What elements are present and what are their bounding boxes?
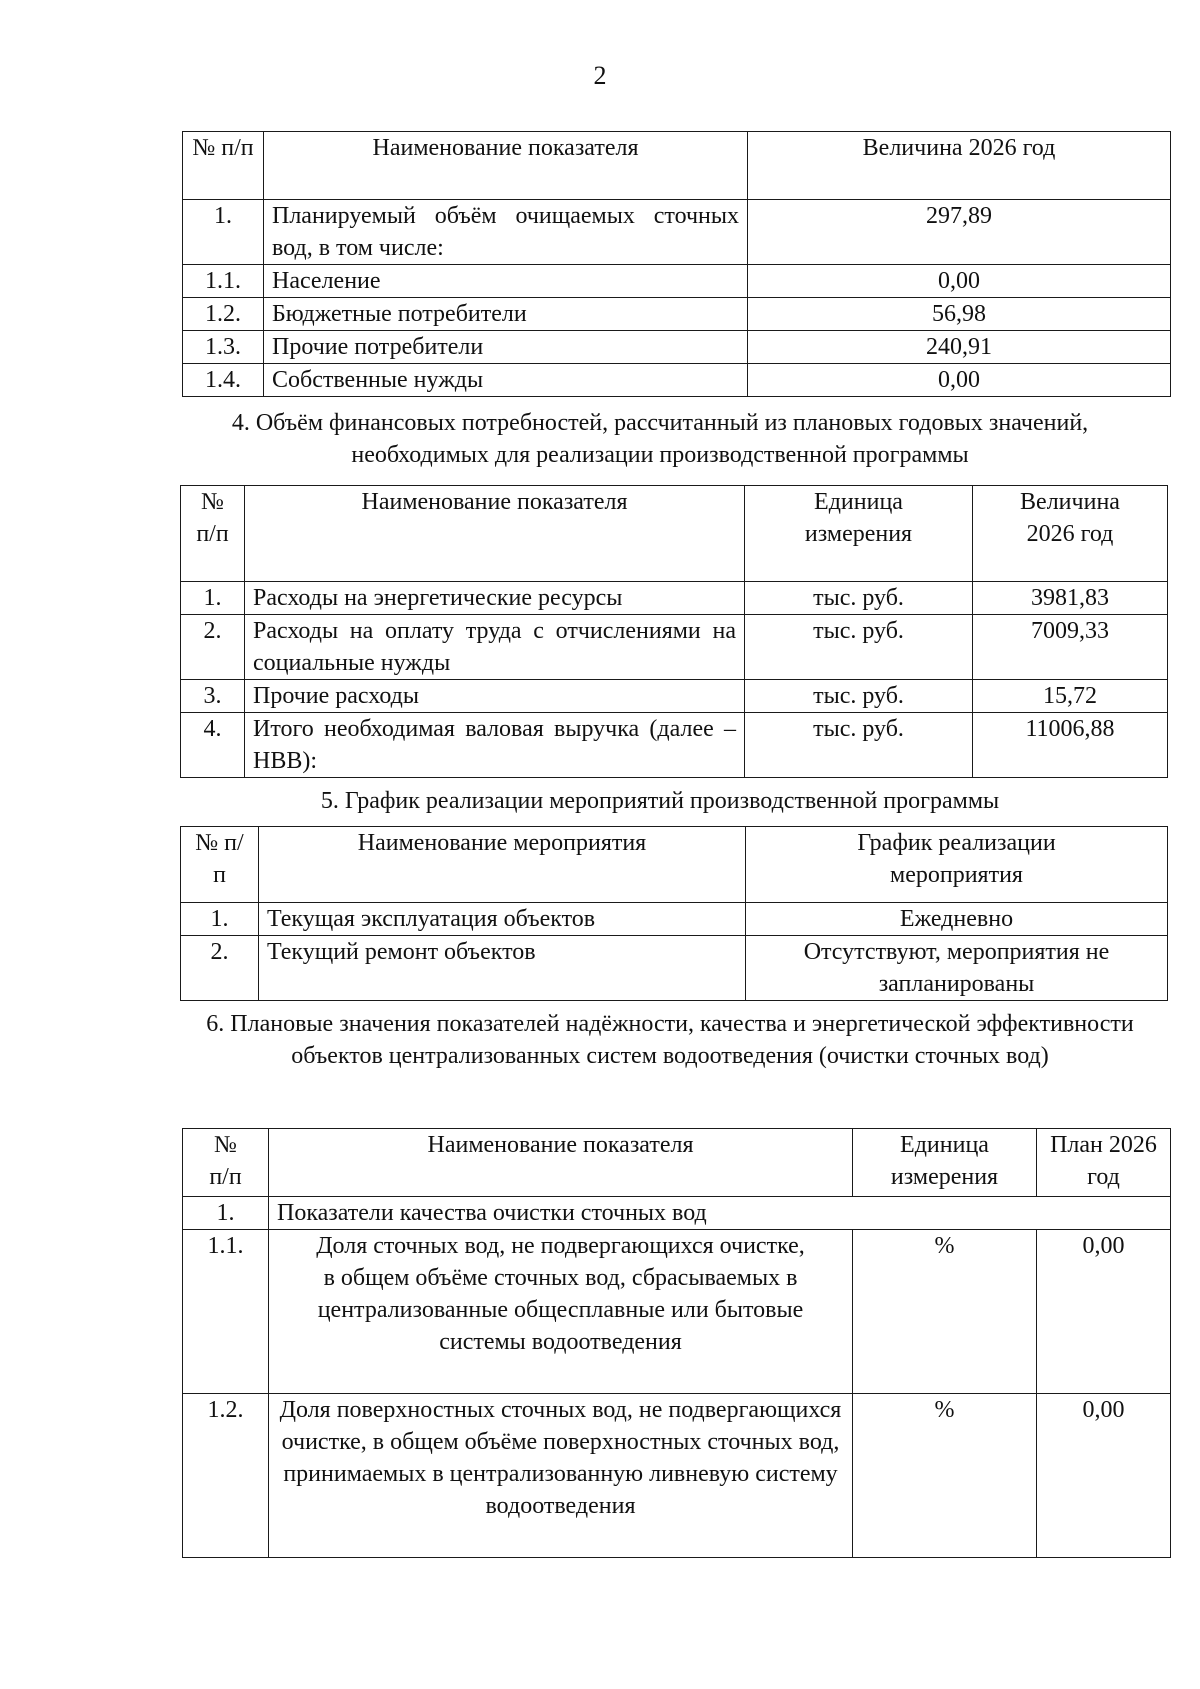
row-name: Текущий ремонт объектов (259, 936, 746, 1001)
row-name: Итого необходимая валовая выручка (далее – НВВ): (245, 713, 745, 778)
header-num: № п/п (181, 827, 259, 903)
row-unit: тыс. руб. (745, 582, 973, 615)
row-value: 15,72 (973, 680, 1168, 713)
table-row (183, 200, 1171, 265)
row-num: 2. (181, 936, 259, 1001)
row-value: 0,00 (748, 265, 1171, 298)
table-header-row (183, 1129, 1171, 1197)
row-value: 56,98 (748, 298, 1171, 331)
table-row (181, 936, 1168, 1001)
table-row (183, 265, 1171, 298)
row-schedule: Отсутствуют, мероприятия не запланированы (746, 936, 1168, 1001)
row-value: 11006,88 (973, 713, 1168, 778)
table-row (183, 1230, 1171, 1394)
row-num: 1.2. (183, 298, 264, 331)
group-name: Показатели качества очистки сточных вод (269, 1197, 1171, 1230)
row-plan: 0,00 (1037, 1394, 1171, 1558)
table-row (181, 713, 1168, 778)
activity-schedule-table (180, 826, 1168, 1001)
row-unit: тыс. руб. (745, 615, 973, 680)
row-unit: % (853, 1230, 1037, 1394)
header-unit: Единица измерения (745, 486, 973, 582)
row-name: Расходы на энергетические ресурсы (245, 582, 745, 615)
row-value: 297,89 (748, 200, 1171, 265)
row-name: Бюджетные потребители (264, 298, 748, 331)
row-num: 1.3. (183, 331, 264, 364)
header-num: № п/п (181, 486, 245, 582)
row-unit: тыс. руб. (745, 680, 973, 713)
table-header-row (183, 132, 1171, 200)
section-5-title: 5. График реализации мероприятий производственной программы (320, 788, 1000, 814)
table-row (183, 364, 1171, 397)
row-num: 1. (181, 582, 245, 615)
row-schedule: Ежедневно (746, 903, 1168, 936)
table-header-row (181, 486, 1168, 582)
header-name: Наименование мероприятия (259, 827, 746, 903)
header-schedule: График реализации мероприятия (746, 827, 1168, 903)
row-num: 1. (181, 903, 259, 936)
row-num: 1.1. (183, 1230, 269, 1394)
section-6-title: 6. Плановые значения показателей надёжности, качества и энергетической эффективности объектов централизованных систем водоотведения (очистки сточных вод) (206, 1011, 1134, 1069)
row-unit: тыс. руб. (745, 713, 973, 778)
table-row (181, 680, 1168, 713)
row-name: Расходы на оплату труда с отчислениями на социальные нужды (245, 615, 745, 680)
row-value: 0,00 (748, 364, 1171, 397)
row-name: Население (264, 265, 748, 298)
reliability-indicators-table (182, 1128, 1171, 1558)
row-num: 1.2. (183, 1394, 269, 1558)
table-row (183, 298, 1171, 331)
row-name: Планируемый объём очищаемых сточных вод, в том числе: (264, 200, 748, 265)
table-row (183, 331, 1171, 364)
row-num: 3. (181, 680, 245, 713)
table-header-row (181, 827, 1168, 903)
table-row (181, 903, 1168, 936)
row-name: Собственные нужды (264, 364, 748, 397)
row-num: 1.1. (183, 265, 264, 298)
header-num: № п/п (183, 132, 264, 200)
header-value: Величина 2026 год (748, 132, 1171, 200)
row-unit: % (853, 1394, 1037, 1558)
page-number: 2 (593, 61, 607, 90)
row-name: Прочие расходы (245, 680, 745, 713)
table-row (183, 1394, 1171, 1558)
header-plan: План 2026 год (1037, 1129, 1171, 1197)
financial-needs-table (180, 485, 1168, 778)
wastewater-volume-table (182, 131, 1171, 397)
header-unit: Единица измерения (853, 1129, 1037, 1197)
section-4-title: 4. Объём финансовых потребностей, рассчитанный из плановых годовых значений, необходимых для реализации производственной программы (231, 410, 1089, 468)
row-name: Доля поверхностных сточных вод, не подвергающихся очистке, в общем объёме поверхностных сточных вод, принимаемых в централизованную ливневую систему водоотведения (269, 1394, 853, 1558)
row-name: Прочие потребители (264, 331, 748, 364)
row-num: 4. (181, 713, 245, 778)
row-num: 1.4. (183, 364, 264, 397)
table-row (181, 615, 1168, 680)
header-name: Наименование показателя (245, 486, 745, 582)
header-name: Наименование показателя (269, 1129, 853, 1197)
table-group-row (183, 1197, 1171, 1230)
row-value: 3981,83 (973, 582, 1168, 615)
row-plan: 0,00 (1037, 1230, 1171, 1394)
header-value: Величина 2026 год (973, 486, 1168, 582)
header-name: Наименование показателя (264, 132, 748, 200)
table-row (181, 582, 1168, 615)
row-num: 1. (183, 200, 264, 265)
row-value: 240,91 (748, 331, 1171, 364)
header-num: № п/п (183, 1129, 269, 1197)
row-name: Текущая эксплуатация объектов (259, 903, 746, 936)
row-name: Доля сточных вод, не подвергающихся очистке, в общем объёме сточных вод, сбрасываемых в централизованные общесплавные или бытовые системы водоотведения (269, 1230, 853, 1394)
row-value: 7009,33 (973, 615, 1168, 680)
row-num: 2. (181, 615, 245, 680)
group-num: 1. (183, 1197, 269, 1230)
